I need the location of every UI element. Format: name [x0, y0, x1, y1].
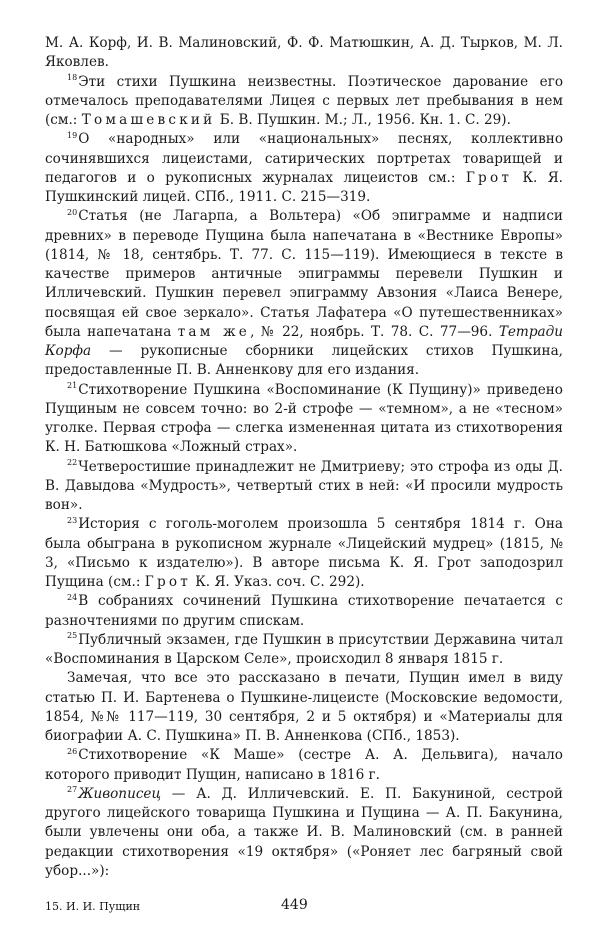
footnote-marker: 18	[67, 72, 78, 82]
text-segment: В собраниях сочинений Пушкина стихотворение печатается с разночтениями по другим спискам.	[45, 593, 563, 629]
footnote-27	[45, 785, 563, 881]
page-footer	[45, 897, 563, 917]
text-segment: Статья (не Лагарпа, а Вольтера) «Об эпиграмме и надписи древних» в переводе Пущина была напечатана в «Вестнике Европы» (1814, № 18, сентябрь. Т. 77. С. 115—119). Имеющиеся в тексте в качестве примеров античные эпиграммы перевели Пушкин и Илличевский. Пушкин перевел эпиграмму Авзония «Лаиса Венере, посвящая ей свое зеркало». Статья Лафатера «О путешественниках» была напечатана	[45, 208, 563, 340]
paragraph-9	[45, 669, 563, 746]
footnote-marker: 23	[67, 515, 78, 525]
footnote-marker: 27	[67, 785, 78, 795]
text-segment: Томашевский	[81, 112, 216, 128]
text-segment: Четверостишие принадлежит не Дмитриеву; это строфа из оды Д. В. Давыдова «Мудрость», четвертый стих в ней: «И просили мудрость вон».	[45, 458, 563, 513]
text-segment: История с гоголь-моголем произошла 5 сентября 1814 г. Она была обыграна в рукописном журнале «Лицейский мудрец» (1815, № 3, «Письмо к издателю»). В авторе письма К. Я. Грот заподозрил Пущина (см.:	[45, 516, 563, 590]
footnote-marker: 20	[67, 207, 78, 217]
footnote-18	[45, 73, 563, 131]
text-segment: Грот	[144, 574, 191, 590]
text-segment: К. Я. Пушкинский лицей. СПб., 1911. С. 215—319.	[45, 169, 563, 205]
text-segment: там же	[177, 323, 251, 340]
text-segment: Тетради Корфа	[45, 323, 563, 359]
text-segment: М. А. Корф, И. В. Малиновский, Ф. Ф. Матюшкин, А. Д. Тырков, М. Л. Яковлев.	[45, 35, 563, 71]
paragraph-0	[45, 34, 563, 73]
text-segment: Б. В. Пушкин. М.; Л., 1956. Кн. 1. С. 29).	[215, 112, 511, 128]
footnote-marker: 24	[67, 592, 78, 602]
page-number: 449	[281, 897, 308, 913]
footnote-21	[45, 381, 563, 458]
footnote-26	[45, 746, 563, 785]
footnote-23	[45, 515, 563, 592]
text-segment: Стихотворение Пушкина «Воспоминание (К Пущину)» приведено Пущиным не совсем точно: во 2-й строфе — «темном», а не «тесном» уголке. Первая строфа — слегка измененная цитата из стихотворения К. Н. Батюшкова «Ложный страх».	[45, 381, 563, 456]
text-segment: О «народных» или «национальных» песнях, коллективно сочинявшихся лицеистами, сатирических портретах товарищей и педагогов и о рукописных журналах лицеистов см.:	[45, 131, 563, 186]
printer-signature: 15. И. И. Пущин	[45, 900, 141, 913]
text-segment: Замечая, что все это рассказано в печати, Пущин имел в виду статью П. И. Бартенева о Пушкине-лицеисте (Московские ведомости, 1854, №№ 117—119, 30 сентября, 2 и 5 октября) и «Материалы для биографии А. С. Пушкина» П. В. Анненкова (СПб., 1853).	[45, 670, 563, 744]
text-segment: К. Я. Указ. соч. С. 292).	[190, 574, 365, 590]
text-segment: Живописец	[78, 785, 161, 802]
text-segment: Публичный экзамен, где Пушкин в присутствии Державина читал «Воспоминания в Царском Селе», происходил 8 января 1815 г.	[45, 631, 563, 667]
footnote-20	[45, 207, 563, 380]
footnote-marker: 25	[67, 631, 78, 641]
footnote-marker: 22	[67, 457, 78, 467]
footnote-marker: 19	[67, 130, 78, 140]
footnote-25	[45, 631, 563, 670]
page-text	[45, 34, 563, 881]
footnote-marker: 21	[67, 380, 78, 390]
text-segment: Грот	[465, 169, 513, 186]
footnote-24	[45, 592, 563, 631]
text-segment: , № 22, ноябрь. Т. 78. С. 77—96.	[250, 323, 499, 340]
text-segment: Стихотворение «К Маше» (сестре А. А. Дельвига), начало которого приводит Пущин, написано в 1816 г.	[45, 747, 563, 783]
footnote-marker: 26	[67, 746, 78, 756]
text-segment: — рукописные сборники лицейских стихов Пушкина, предоставленные П. В. Анненкову для его издания.	[45, 343, 563, 379]
footnote-19	[45, 130, 563, 207]
text-segment: — А. Д. Илличевский. Е. П. Бакуниной, сестрой другого лицейского товарища Пушкина и Пущина — А. П. Бакунина, были увлечены они оба, а также И. В. Малиновский (см. в ранней редакции стихотворения «19 октября» («Роняет лес багряный свой убор...»):	[45, 785, 563, 879]
footnote-22	[45, 458, 563, 516]
text-segment: Эти стихи Пушкина неизвестны. Поэтическое дарование его отмечалось преподавателями Лицея с первых лет пребывания в нем (см.:	[45, 73, 563, 128]
